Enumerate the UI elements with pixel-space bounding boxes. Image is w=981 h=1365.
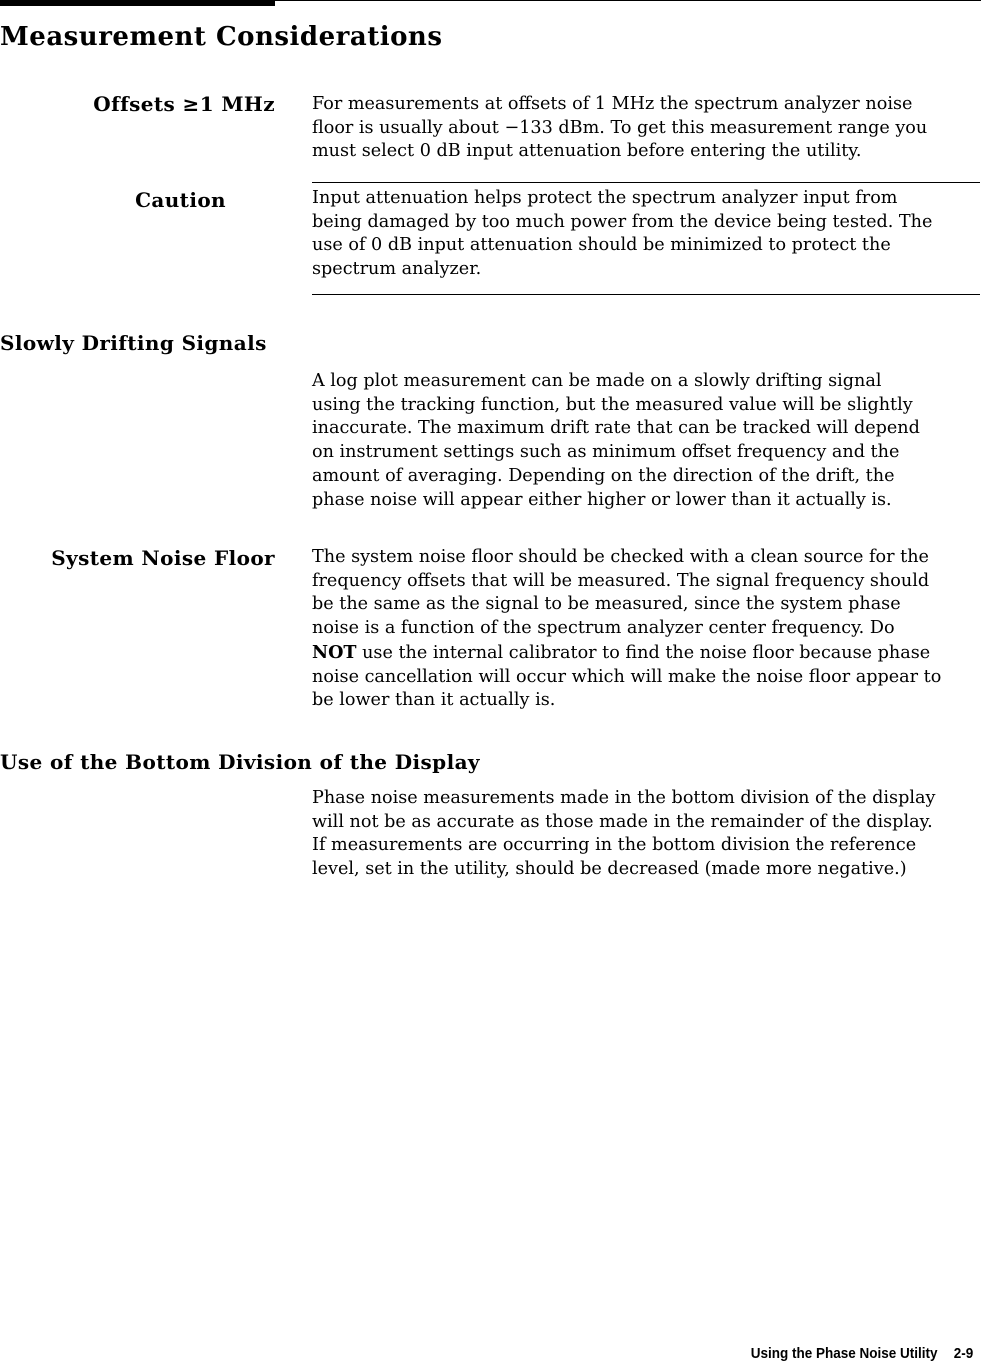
page-title: Measurement Considerations — [0, 22, 443, 52]
header-rule-thin — [275, 0, 981, 1]
caution-paragraph: Input attenuation helps protect the spectrum analyzer input from being damaged by too much power from the device being tested. The use of 0 dB input attenuation should be minimized to protect the spectrum analyzer. — [312, 188, 933, 280]
header-rule-thick — [0, 0, 275, 6]
caution-bottom-rule — [312, 294, 980, 295]
offsets-paragraph: For measurements at offsets of 1 MHz the spectrum analyzer noise floor is usually about −133 dBm. To get this measurement range you must select 0 dB input attenuation before entering the utility. — [312, 94, 928, 162]
drifting-heading: Slowly Drifting Signals — [0, 331, 267, 355]
noise-floor-text-after: use the internal calibrator to find the noise floor because phase noise cancellation will occur which will make the noise floor appear to be lower than it actually is. — [312, 642, 942, 711]
drifting-paragraph: A log plot measurement can be made on a slowly drifting signal using the tracking function, but the measured value will be slightly inaccurate. The maximum drift rate that can be tracked will depend on instrument settings such as minimum offset frequency and the amount of averaging. Depending on the direction of the drift, the phase noise will appear either higher or lower than it actually is. — [312, 371, 920, 510]
noise-floor-text-before: The system noise floor should be checked with a clean source for the frequency offsets that will be measured. The signal frequency should be the same as the signal to be measured, since the system phase noise is a function of the spectrum analyzer center frequency. Do — [312, 547, 930, 639]
caution-top-rule — [312, 182, 980, 183]
noise-floor-paragraph — [312, 546, 978, 713]
bottom-division-paragraph: Phase noise measurements made in the bottom division of the display will not be as accurate as those made in the remainder of the display. If measurements are occurring in the bottom division the reference level, set in the utility, should be decreased (made more negative.) — [312, 788, 936, 880]
footer-title: Using the Phase Noise Utility — [750, 1345, 938, 1362]
bottom-division-heading: Use of the Bottom Division of the Display — [0, 750, 480, 774]
caution-label: Caution — [135, 188, 226, 212]
offsets-label: Offsets ≥1 MHz — [93, 92, 275, 116]
noise-floor-label: System Noise Floor — [51, 546, 275, 570]
page-footer — [750, 1345, 973, 1362]
noise-floor-emphasis: NOT — [312, 641, 357, 663]
page-number: 2-9 — [953, 1345, 973, 1362]
